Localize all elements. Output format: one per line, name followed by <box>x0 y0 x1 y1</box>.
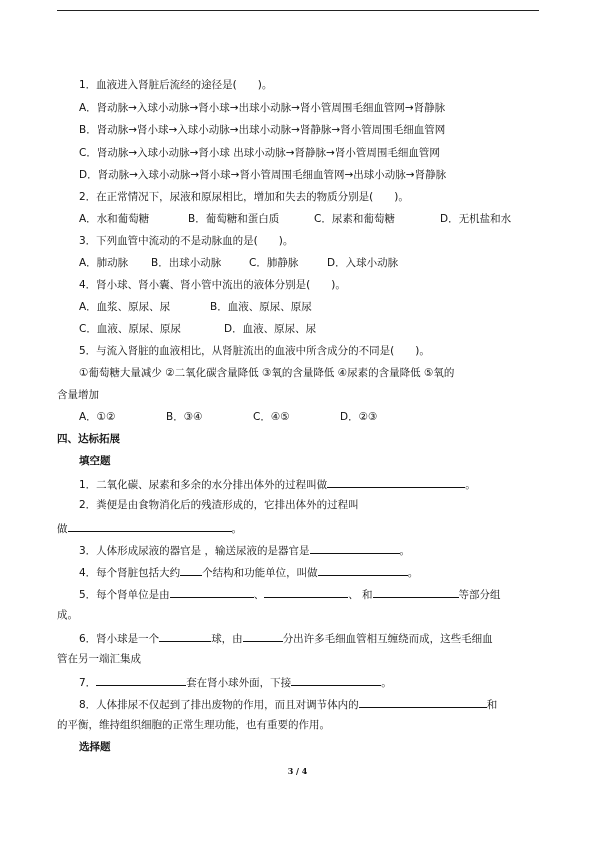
section-heading: 四、达标拓展 <box>57 433 120 445</box>
q2-stem: 2．在正常情况下，尿液和原尿相比，增加和失去的物质分别是( )。 <box>79 191 409 203</box>
fill-q4 <box>79 564 418 580</box>
q2-option-c: C．尿素和葡萄糖 <box>314 213 395 225</box>
fill-q8-text: 8．人体排尿不仅起到了排出废物的作用，而且对调节体内的 <box>79 699 359 711</box>
q5-statements-cont: 含量增加 <box>57 389 99 401</box>
fill-blank-heading: 填空题 <box>79 455 111 467</box>
fill-q2-end: 。 <box>231 523 242 535</box>
q1-option-c: C．肾动脉→入球小动脉→肾小球 出球小动脉→肾静脉→肾小管周围毛细血管网 <box>79 147 440 159</box>
fill-q2: 2．粪便是由食物消化后的残渣形成的，它排出体外的过程叫 <box>79 499 359 511</box>
fill-q7-num: 7． <box>79 677 97 689</box>
q4-option-a: A．血浆、原尿、尿 <box>79 301 171 313</box>
q4-stem: 4．肾小球、肾小囊、肾小管中流出的液体分别是( )。 <box>79 279 346 291</box>
fill-q3-end: 。 <box>399 545 411 557</box>
fill-q4-text: 4．每个肾脏包括大约 <box>79 567 181 579</box>
q3-option-a: A．肺动脉 <box>79 257 129 269</box>
fill-q5-blank-1[interactable] <box>170 586 254 598</box>
q2-option-a: A．水和葡萄糖 <box>79 213 150 225</box>
q1-stem: 1．血液进入肾脏后流经的途径是( )。 <box>79 79 273 91</box>
fill-q2-blank[interactable] <box>68 520 232 532</box>
fill-q8-end: 和 <box>486 699 498 711</box>
fill-q5-cont: 成。 <box>57 609 78 621</box>
fill-q6-cont: 管在另一端汇集成 <box>57 653 141 665</box>
fill-q2-cont-text: 做 <box>57 523 68 535</box>
q5-option-a: A．①② <box>79 411 116 423</box>
fill-q1-blank[interactable] <box>327 476 465 488</box>
q4-option-c: C．血液、原尿、原尿 <box>79 323 181 335</box>
fill-q3-blank[interactable] <box>310 542 400 554</box>
header-rule <box>57 10 539 11</box>
page-number: 3 / 4 <box>287 766 308 776</box>
fill-q6-blank-2[interactable] <box>243 630 283 642</box>
fill-q4-end: 。 <box>407 567 419 579</box>
fill-q4-blank-1[interactable] <box>180 564 202 576</box>
fill-q8-cont: 的平衡，维持组织细胞的正常生理功能，也有重要的作用。 <box>57 719 330 731</box>
fill-q5-end: 等部分组 <box>458 589 501 601</box>
q1-option-b: B．肾动脉→肾小球→入球小动脉→出球小动脉→肾静脉→肾小管周围毛细血管网 <box>79 124 446 136</box>
fill-q5-sep-1: 、 <box>253 589 265 601</box>
fill-q5-blank-3[interactable] <box>373 586 459 598</box>
fill-q6-blank-1[interactable] <box>159 630 211 642</box>
fill-q5 <box>79 586 501 602</box>
fill-q7-blank-2[interactable] <box>291 674 381 686</box>
fill-q5-sep-2: 、 和 <box>348 589 373 601</box>
fill-q4-mid: 个结构和功能单位，叫做 <box>202 567 318 579</box>
fill-q4-blank-2[interactable] <box>318 564 408 576</box>
q2-option-d: D．无机盐和水 <box>440 213 512 225</box>
fill-q1 <box>79 476 476 492</box>
fill-q6-text: 6．肾小球是一个 <box>79 633 160 645</box>
q3-stem: 3．下列血管中流动的不是动脉血的是( )。 <box>79 235 294 247</box>
fill-q1-end: 。 <box>465 479 476 491</box>
q4-option-d: D．血液、原尿、尿 <box>224 323 317 335</box>
fill-q7-end: 。 <box>381 677 392 689</box>
fill-q7-mid: 套在肾小球外面，下接 <box>186 677 292 689</box>
q2-option-b: B．葡萄糖和蛋白质 <box>188 213 280 225</box>
q3-option-b: B．出球小动脉 <box>151 257 222 269</box>
fill-q5-text: 5．每个肾单位是由 <box>79 589 170 601</box>
fill-q7-blank-1[interactable] <box>96 674 186 686</box>
q5-stem: 5．与流入肾脏的血液相比，从肾脏流出的血液中所含成分的不同是( )。 <box>79 345 430 357</box>
q5-statements: ①葡萄糖大量减少 ②二氧化碳含量降低 ③氧的含量降低 ④尿素的含量降低 ⑤氧的 <box>79 367 455 379</box>
fill-q8-blank[interactable] <box>359 696 487 708</box>
fill-q6-mid-1: 球，由 <box>211 633 243 645</box>
q5-option-d: D．②③ <box>340 411 378 423</box>
q5-option-c: C．④⑤ <box>253 411 290 423</box>
q5-option-b: B．③④ <box>166 411 203 423</box>
q1-option-a: A．肾动脉→入球小动脉→肾小球→出球小动脉→肾小管周围毛细血管网→肾静脉 <box>79 102 446 114</box>
q1-option-d: D．肾动脉→入球小动脉→肾小球→肾小管周围毛细血管网→出球小动脉→肾静脉 <box>79 169 447 181</box>
fill-q5-blank-2[interactable] <box>264 586 348 598</box>
fill-q3-text: 3．人体形成尿液的器官是 ，输送尿液的是器官是 <box>79 545 310 557</box>
fill-q8 <box>79 696 497 712</box>
fill-q3 <box>79 542 410 558</box>
q3-option-c: C．肺静脉 <box>249 257 299 269</box>
q3-option-d: D．入球小动脉 <box>327 257 399 269</box>
fill-q7 <box>79 674 392 690</box>
choice-heading: 选择题 <box>79 741 111 753</box>
fill-q2-cont <box>57 520 242 536</box>
fill-q1-text: 1．二氧化碳、尿素和多余的水分排出体外的过程叫做 <box>79 479 328 491</box>
fill-q6 <box>79 630 493 646</box>
q4-option-b: B．血液、原尿、原尿 <box>210 301 312 313</box>
fill-q6-mid-2: 分出许多毛细血管相互缠绕而成，这些毛细血 <box>282 633 493 645</box>
